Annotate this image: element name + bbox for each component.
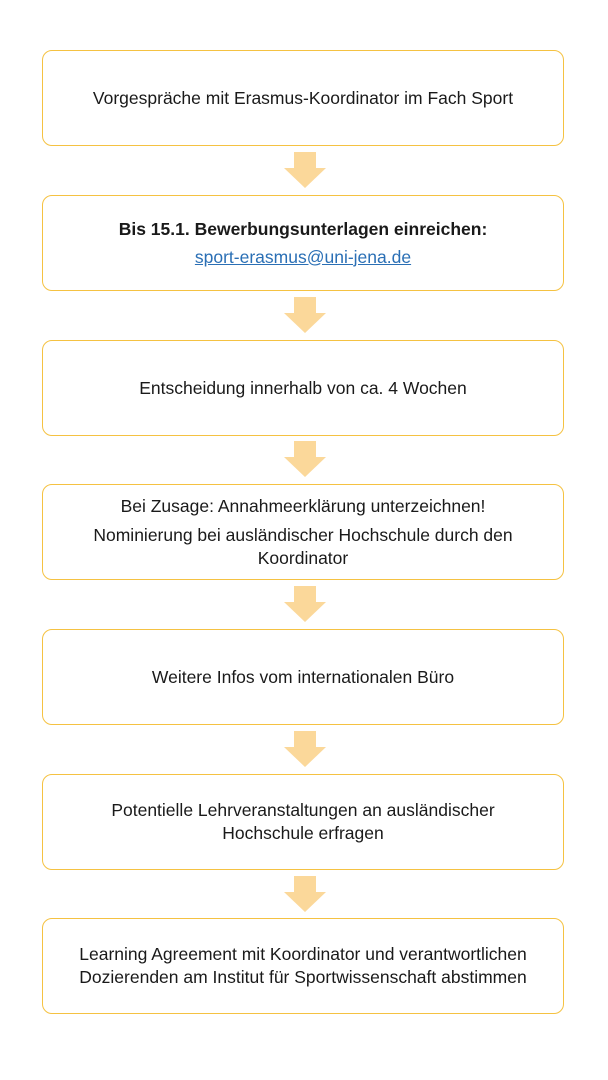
step-3-text: Entscheidung innerhalb von ca. 4 Wochen	[139, 377, 467, 398]
step-box-5	[42, 629, 564, 725]
step-5-text: Weitere Infos vom internationalen Büro	[151, 666, 455, 687]
step-4-text-2: Nominierung bei ausländischer Hochschule durch den	[93, 524, 513, 545]
email-link[interactable]: sport-erasmus@uni-jena.de	[194, 246, 412, 267]
step-6-text-2: Hochschule erfragen	[222, 823, 384, 843]
down-arrow-icon	[284, 586, 326, 622]
step-box-1	[42, 50, 564, 146]
step-box-2	[42, 195, 564, 291]
down-arrow-icon	[284, 731, 326, 767]
step-box-4	[42, 484, 564, 580]
step-box-6	[42, 774, 564, 870]
step-7-text-1: Learning Agreement mit Koordinator und verantwortlichen	[79, 944, 527, 964]
step-7-text-2: Dozierenden am Institut für Sportwissenschaft abstimmen	[79, 967, 527, 987]
step-4-text-1: Bei Zusage: Annahmeerklärung unterzeichnen!	[120, 495, 486, 516]
down-arrow-icon	[284, 441, 326, 477]
step-box-3	[42, 340, 564, 436]
step-6-text-1: Potentielle Lehrveranstaltungen an ausländischer	[111, 800, 495, 820]
step-4-text-3: Koordinator	[257, 547, 349, 568]
step-box-7	[42, 918, 564, 1014]
step-2-title: Bis 15.1. Bewerbungsunterlagen einreichen:	[118, 218, 488, 239]
down-arrow-icon	[284, 152, 326, 188]
step-1-text: Vorgespräche mit Erasmus-Koordinator im Fach Sport	[92, 87, 514, 108]
down-arrow-icon	[284, 297, 326, 333]
down-arrow-icon	[284, 876, 326, 912]
